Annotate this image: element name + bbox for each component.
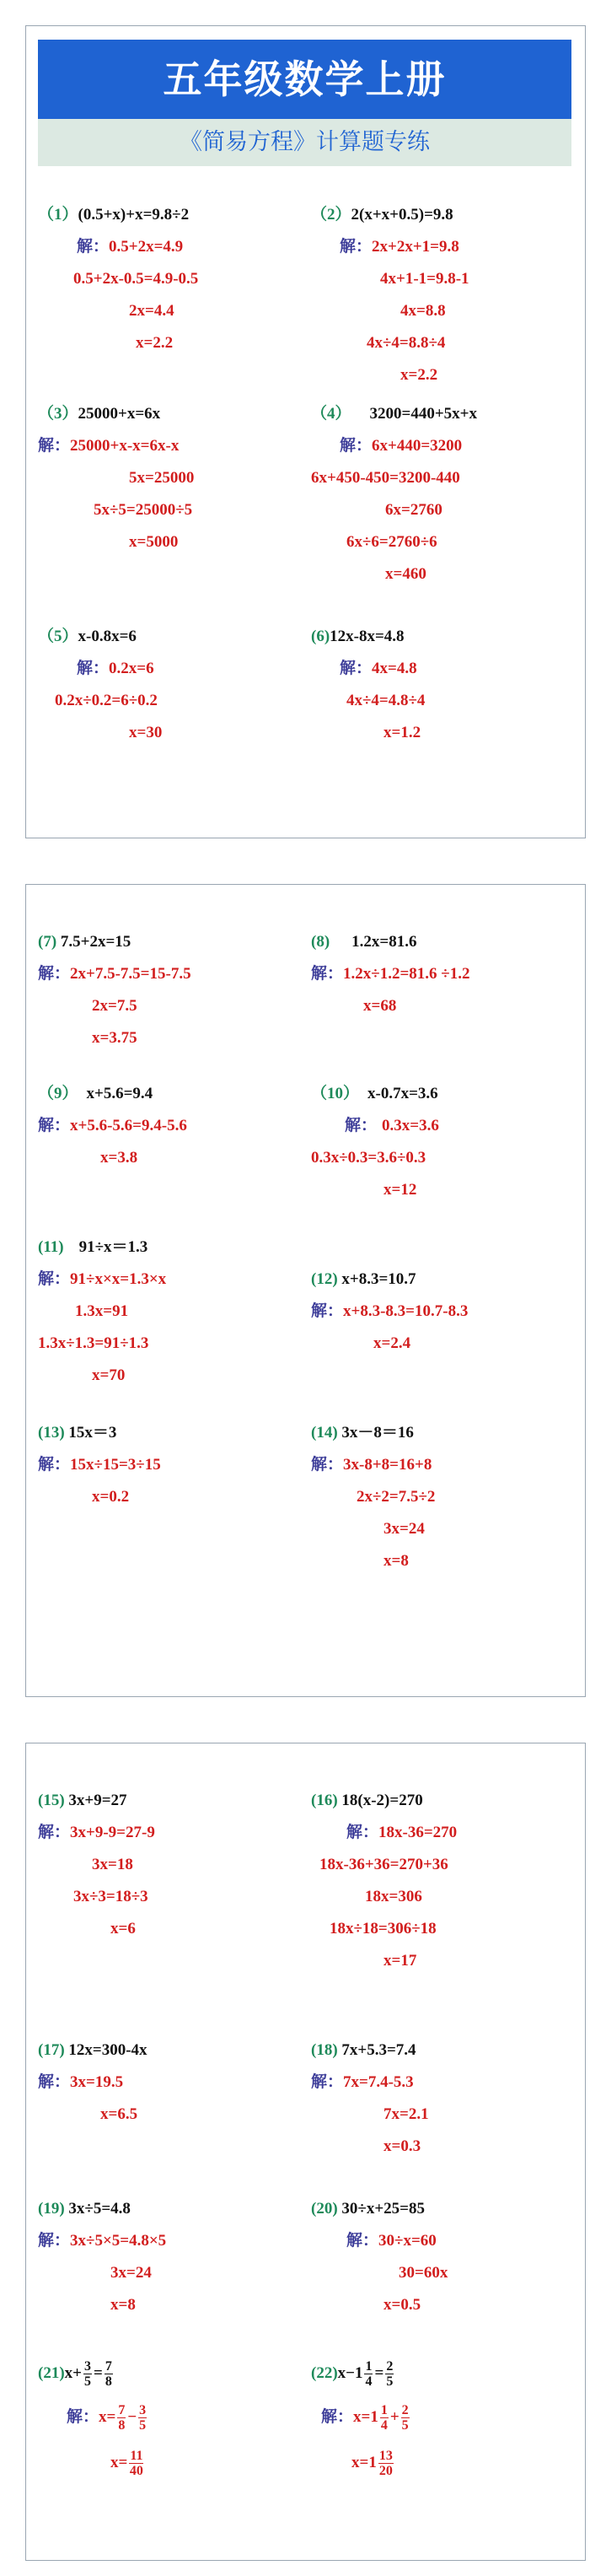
solution-step: x=3.75 [92,1029,137,1047]
problem-22 [311,2352,581,2487]
solve-label: 解： [340,238,373,256]
solution-step: x=1.2 [383,724,421,741]
problem-question: 3x－8＝16 [341,1424,414,1442]
solve-label: 解： [311,1456,344,1474]
solve-label: 解： [38,1824,71,1841]
worksheet-page-2 [25,884,586,1697]
solution-step: 3x+9-9=27-9 [70,1824,155,1841]
solve-label: 解： [38,437,71,455]
solution-step: 2x+7.5-7.5=15-7.5 [70,965,191,983]
solution-step: 1.3x÷1.3=91÷1.3 [38,1334,149,1352]
problem-question: 12x-8x=4.8 [330,628,405,645]
solution-step: 5x=25000 [129,469,195,487]
solution-step: 4x=4.8 [372,660,417,677]
solution-step: 3x=18 [92,1856,133,1873]
solution-step: 7x=7.4-5.3 [343,2073,414,2091]
solution-step: 4x÷4=8.8÷4 [367,334,446,352]
solution-step: x=12 [383,1181,417,1199]
problem-question: 2(x+x+0.5)=9.8 [351,206,453,224]
solve-label: 解： [38,1456,71,1474]
solution-step: x=2.4 [373,1334,411,1352]
problem-number: (19) [38,2200,65,2218]
problem-number: （4） [311,405,351,423]
problem-number: (13) [38,1424,65,1442]
problem-number: （10） [311,1085,360,1102]
solution-step: 0.5+2x=4.9 [109,238,184,256]
problem-question: (0.5+x)+x=9.8÷2 [78,206,190,224]
solve-label: 解： [38,1117,71,1134]
solution-step: 0.3x÷0.3=3.6÷0.3 [311,1149,426,1167]
problem-question: 91÷x＝1.3 [78,1238,148,1256]
problem-number: (18) [311,2041,338,2059]
solution-step: 6x÷6=2760÷6 [346,533,437,551]
problem-question: 1.2x=81.6 [351,933,417,951]
problem-question: 18(x-2)=270 [341,1792,423,1809]
solution-step: 18x=306 [365,1888,422,1905]
solution-step: 0.2x÷0.2=6÷0.2 [55,692,158,709]
solution-step: 0.2x=6 [109,660,154,677]
solve-label: 解： [311,1302,344,1320]
solve-label: 解： [77,660,110,677]
solution-step: 2x÷2=7.5÷2 [357,1488,436,1506]
solution-step: x=0.5 [383,2296,421,2314]
solution-step: 18x-36+36=270+36 [319,1856,448,1873]
solution-step: 18x-36=270 [378,1824,458,1841]
problem-21 [38,2352,308,2487]
solution-step: 3x=24 [383,1520,425,1538]
solution-step: 2x=7.5 [92,997,137,1015]
solution-step: x=3.8 [100,1149,138,1167]
solution-step: x=17 [383,1952,417,1970]
problem-question: 25000+x=6x [78,405,161,423]
problem-number: （2） [311,206,351,224]
problem-number: （5） [38,628,78,645]
solution-step: x=68 [363,997,397,1015]
page-title: 五年级数学上册 [38,40,571,119]
solution-step: 30=60x [399,2264,448,2282]
solution-step: 91÷x×x=1.3×x [70,1270,167,1288]
problem-number: (21) [38,2363,65,2382]
solution-step: x=2.2 [400,366,438,384]
solution-step: 6x=2760 [385,501,442,519]
problem-number: (7) [38,933,57,951]
solve-label: 解： [77,238,110,256]
problem-number: （9） [38,1085,78,1102]
worksheet-page-3 [25,1743,586,2561]
solution-step: 1.2x÷1.2=81.6 ÷1.2 [343,965,470,983]
solution-step: 18x÷18=306÷18 [330,1920,437,1937]
solve-label: 解： [311,2073,344,2091]
problem-question: x+8.3=10.7 [341,1270,416,1288]
problem-number: (6) [311,628,330,645]
problem-number: (14) [311,1424,338,1442]
solution-step: 25000+x-x=6x-x [70,437,180,455]
solve-label: 解： [321,2407,354,2426]
problem-question: 15x＝3 [68,1424,117,1442]
solution-step: x+5.6-5.6=9.4-5.6 [70,1117,187,1134]
solution-step: 3x÷3=18÷3 [73,1888,148,1905]
solve-label: 解： [345,1117,378,1134]
solution-step: 0.5+2x-0.5=4.9-0.5 [73,270,199,288]
solve-label: 解： [340,660,373,677]
problem-question: x−1 $\frac{1}{4}$ = $\frac{2}{5}$ [337,2359,394,2389]
problem-number: (16) [311,1792,338,1809]
problem-question: 3x÷5=4.8 [68,2200,131,2218]
problem-number: (20) [311,2200,338,2218]
solution-step: x= $\frac{7}{8}$ − $\frac{3}{5}$ [99,2403,147,2433]
problem-number: (11) [38,1238,64,1256]
solve-label: 解： [340,437,373,455]
solution-step: 2x=4.4 [129,302,174,320]
problem-question: 3x+9=27 [68,1792,127,1809]
solution-step: 1.3x=91 [75,1302,129,1320]
solution-step: 30÷x=60 [378,2232,437,2250]
solution-step: 4x+1-1=9.8-1 [380,270,469,288]
solution-step: 0.3x=3.6 [382,1117,439,1134]
solution-step: x=8 [110,2296,136,2314]
solve-label: 解： [346,2232,379,2250]
solution-step: 6x+450-450=3200-440 [311,469,460,487]
page-subtitle: 《简易方程》计算题专练 [38,119,571,166]
problem-number: （1） [38,206,78,224]
solution-step: x=0.3 [383,2137,421,2155]
problem-question: x+5.6=9.4 [86,1085,153,1102]
solution-step: 3x=19.5 [70,2073,124,2091]
solution-step: x+8.3-8.3=10.7-8.3 [343,1302,469,1320]
problem-question: 30÷x+25=85 [341,2200,425,2218]
problem-number: （3） [38,405,78,423]
solution-step: 2x+2x+1=9.8 [372,238,459,256]
problem-number: (22) [311,2363,338,2382]
solution-step: x=30 [129,724,163,741]
solve-label: 解： [311,965,344,983]
solve-label: 解： [38,1270,71,1288]
solution-step: x=0.2 [92,1488,130,1506]
solution-step: x=8 [383,1552,409,1570]
worksheet-page-1 [25,25,586,838]
solve-label: 解： [67,2407,99,2426]
solution-step: x=460 [385,565,426,583]
solve-label: 解： [38,965,71,983]
solution-step: x=1 $\frac{1}{4}$ + $\frac{2}{5}$ [353,2403,409,2433]
solve-label: 解： [346,1824,379,1841]
solution-step: 4x=8.8 [400,302,446,320]
solution-step: x= $\frac{11}{40}$ [110,2449,143,2478]
solve-label: 解： [38,2232,71,2250]
solution-step: 15x÷15=3÷15 [70,1456,161,1474]
problem-question: 12x=300-4x [68,2041,147,2059]
problem-question: 7x+5.3=7.4 [341,2041,416,2059]
problem-question: x+ $\frac{3}{5}$ = $\frac{7}{8}$ [64,2359,112,2389]
solution-step: 3x÷5×5=4.8×5 [70,2232,167,2250]
problem-question: x-0.7x=3.6 [367,1085,438,1102]
problem-number: (17) [38,2041,65,2059]
problem-question: 7.5+2x=15 [60,933,131,951]
problem-number: (12) [311,1270,338,1288]
solution-step: x=2.2 [136,334,174,352]
solution-step: x=6 [110,1920,136,1937]
solution-step: x=70 [92,1366,126,1384]
solve-label: 解： [38,2073,71,2091]
solution-step: x=6.5 [100,2105,138,2123]
solution-step: 3x=24 [110,2264,152,2282]
solution-step: x=5000 [129,533,179,551]
problem-question: 3200=440+5x+x [369,405,477,423]
solution-step: 5x÷5=25000÷5 [94,501,193,519]
problem-question: x-0.8x=6 [78,628,137,645]
solution-step: 6x+440=3200 [372,437,463,455]
solution-step: 7x=2.1 [383,2105,429,2123]
solution-step: 3x-8+8=16+8 [343,1456,432,1474]
solution-step: x=1 $\frac{13}{20}$ [351,2449,393,2478]
problem-number: (8) [311,933,330,951]
problem-number: (15) [38,1792,65,1809]
solution-step: 4x÷4=4.8÷4 [346,692,426,709]
